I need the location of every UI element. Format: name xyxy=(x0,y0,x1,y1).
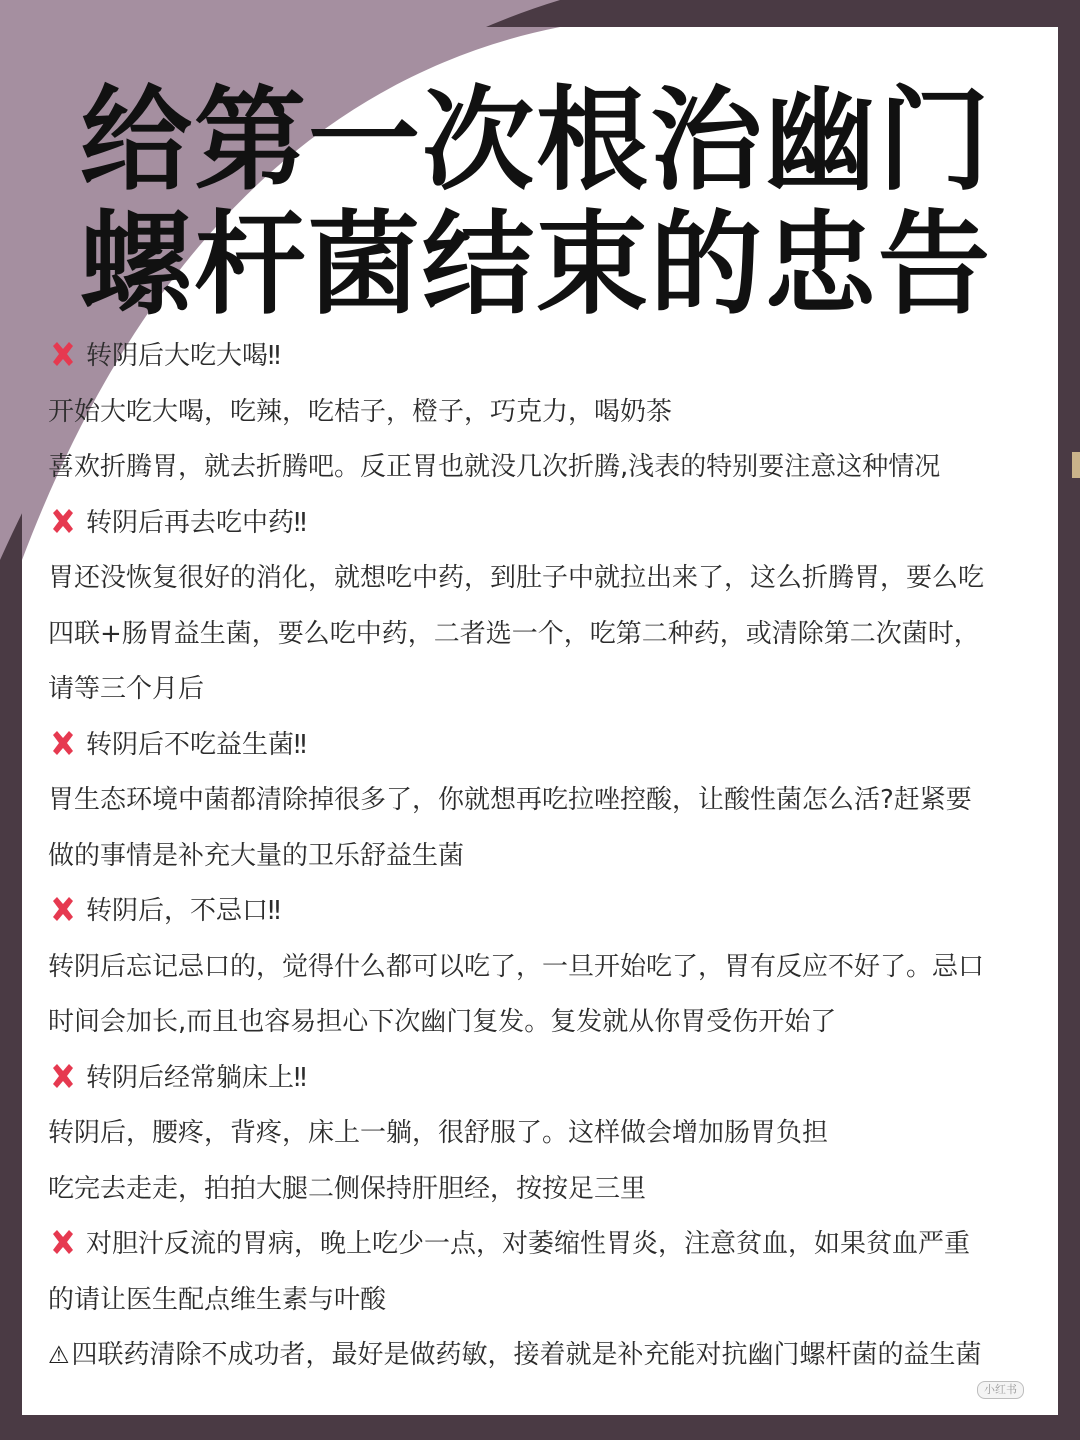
section-heading-text: 转阴后经常躺床上‼ xyxy=(86,1062,307,1093)
section-heading xyxy=(48,1217,1038,1273)
section-heading-text: 转阴后再去吃中药‼ xyxy=(86,507,307,538)
section-body-line: 胃还没恢复很好的消化，就想吃中药，到肚子中就拉出来了，这么折腾胃，要么吃 xyxy=(48,563,985,593)
warning-icon: ⚠ xyxy=(48,1341,70,1369)
cross-mark-icon xyxy=(48,894,78,924)
cross-mark-icon xyxy=(48,339,78,369)
title-line-2: 螺杆菌结束的忠告 xyxy=(80,200,992,330)
section-heading xyxy=(48,1051,1038,1107)
edge-mark xyxy=(1072,452,1080,478)
watermark-logo: 小红书 xyxy=(977,1381,1024,1399)
section-body-line: 的请让医生配点维生素与叶酸 xyxy=(48,1284,387,1315)
section-heading xyxy=(48,718,1038,774)
section-body-line: 胃生态环境中菌都清除掉很多了，你就想再吃拉唑控酸，让酸性菌怎么活?赶紧要 xyxy=(48,785,972,815)
section-heading-text: 转阴后大吃大喝‼ xyxy=(86,341,281,371)
section-body-line: 喜欢折腾胃，就去折腾吧。反正胃也就没几次折腾,浅表的特别要注意这种情况 xyxy=(48,452,941,482)
content-card xyxy=(22,27,1058,1415)
title-line-1: 给第一次根治幽门 xyxy=(80,76,992,206)
section-heading xyxy=(48,884,1038,940)
section-body-line: 吃完去走走，拍拍大腿二侧保持肝胆经，按按足三里 xyxy=(48,1173,647,1204)
section-body-line: 做的事情是补充大量的卫乐舒益生菌 xyxy=(48,840,465,871)
section-body-line: 时间会加长,而且也容易担心下次幽门复发。复发就从你胃受伤开始了 xyxy=(48,1007,837,1037)
advice-list xyxy=(48,329,1038,1384)
section-heading-text: 对胆汁反流的胃病，晚上吃少一点，对萎缩性胃炎，注意贫血，如果贫血严重 xyxy=(86,1229,971,1259)
section-body-line: 转阴后，腰疼，背疼，床上一躺，很舒服了。这样做会增加肠胃负担 xyxy=(48,1118,829,1148)
section-body-line: 四联+肠胃益生菌，要么吃中药，二者选一个，吃第二种药，或清除第二次菌时， xyxy=(48,618,980,649)
section-heading xyxy=(48,496,1038,552)
section-body-line: 开始大吃大喝，吃辣，吃桔子，橙子，巧克力，喝奶茶 xyxy=(48,396,673,427)
cross-mark-icon xyxy=(48,506,78,536)
section-body-line: 转阴后忘记忌口的，觉得什么都可以吃了，一旦开始吃了，胃有反应不好了。忌口 xyxy=(48,951,985,982)
section-heading-text: 转阴后，不忌口‼ xyxy=(86,896,281,926)
section-heading xyxy=(48,329,1038,385)
cross-mark-icon xyxy=(48,1061,78,1091)
cross-mark-icon xyxy=(48,728,78,758)
section-body-line: 请等三个月后 xyxy=(48,674,205,704)
section-heading-text: 转阴后不吃益生菌‼ xyxy=(86,729,307,760)
cross-mark-icon xyxy=(48,1227,78,1257)
warning-text: 四联药清除不成功者，最好是做药敏，接着就是补充能对抗幽门螺杆菌的益生菌 xyxy=(71,1340,982,1370)
warning-note xyxy=(48,1328,1038,1384)
page-title xyxy=(80,76,1050,330)
